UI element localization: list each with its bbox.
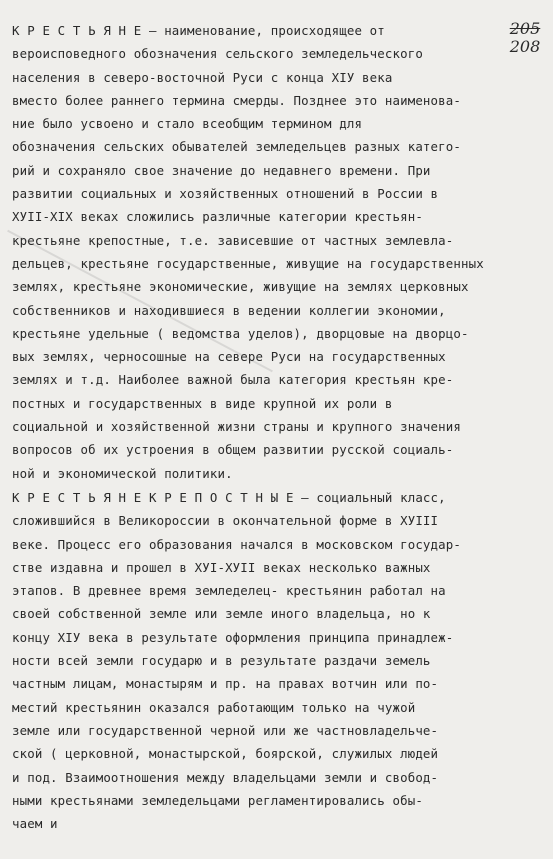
text-line: крестьяне удельные ( ведомства уделов), дворцовые на дворцо- [12,325,469,341]
text-line: веке. Процесс его образования начался в московском государ- [12,536,461,552]
entry-krestyane-krepostnye [12,486,540,835]
text-line: собственников и находившиеся в ведении коллегии экономии, [12,302,446,318]
text-line: постных и государственных в виде крупной их роли в [12,395,393,411]
text-line: землях, крестьяне экономические, живущие на землях церковных [12,279,469,295]
text-line: К Р Е С Т Ь Я Н Е К Р Е П О С Т Н Ы Е – социальный класс, [12,490,446,505]
text-line: концу XIУ века в результате оформления принципа принадлеж- [12,629,454,645]
text-line: обозначения сельских обывателей земледельцев разных катего- [12,139,461,155]
text-line: К Р Е С Т Ь Я Н Е – наименование, происходящее от [12,23,385,38]
text-line: населения в северо-восточной Руси с конца XIУ века [12,69,393,85]
text-line: XУII-XIX веках сложились различные категории крестьян- [12,209,423,225]
text-line: частным лицам, монастырям и пр. на правах вотчин или по- [12,676,439,692]
text-line: крестьяне крепостные, т.е. зависевшие от частных землевла- [12,232,454,248]
text-line: чаем и [12,816,58,832]
text-line: этапов. В древнее время земледелец- крестьянин работал на [12,583,446,599]
text-line: вместо более раннего термина смерды. Позднее это наименова- [12,92,461,108]
text-line: ние было усвоено и стало всеобщим термином для [12,116,363,132]
text-line: ской ( церковной, монастырской, боярской, служилых людей [12,746,439,762]
text-line: развитии социальных и хозяйственных отношений в России в [12,186,439,202]
text-line: стве издавна и прошел в XУI-XУII веках несколько важных [12,559,431,575]
text-line: вероисповедного обозначения сельского земледельческого [12,46,423,62]
text-line: рий и сохраняло свое значение до недавнего времени. При [12,162,431,178]
current-page-number: 208 [509,37,541,56]
text-line: местий крестьянин оказался работающим только на чужой [12,699,416,715]
text-line: ной и экономической политики. [12,465,233,481]
text-line: и под. Взаимоотношения между владельцами земли и свобод- [12,769,439,785]
text-line: ности всей земли государю и в результате раздачи земель [12,653,431,669]
text-line: своей собственной земле или земле иного владельца, но к [12,606,431,622]
text-line: сложившийся в Великороссии в окончательной форме в XУIII [12,513,439,529]
text-line: вопросов об их устроения в общем развитии русской социаль- [12,442,454,458]
text-line: вых землях, черносошные на севере Руси на государственных [12,349,446,365]
crossed-out-page-number: 205 [509,19,541,38]
text-line: ными крестьянами земледельцами регламентировались обы- [12,792,423,808]
text-line: землях и т.д. Наиболее важной была категория крестьян кре- [12,372,454,388]
text-line: земле или государственной черной или же частновладельче- [12,722,439,738]
entry-krestyane [12,19,540,485]
text-line: социальной и хозяйственной жизни страны и крупного значения [12,419,461,435]
text-line: дельцев, крестьяне государственные, живущие на государственных [12,255,484,271]
